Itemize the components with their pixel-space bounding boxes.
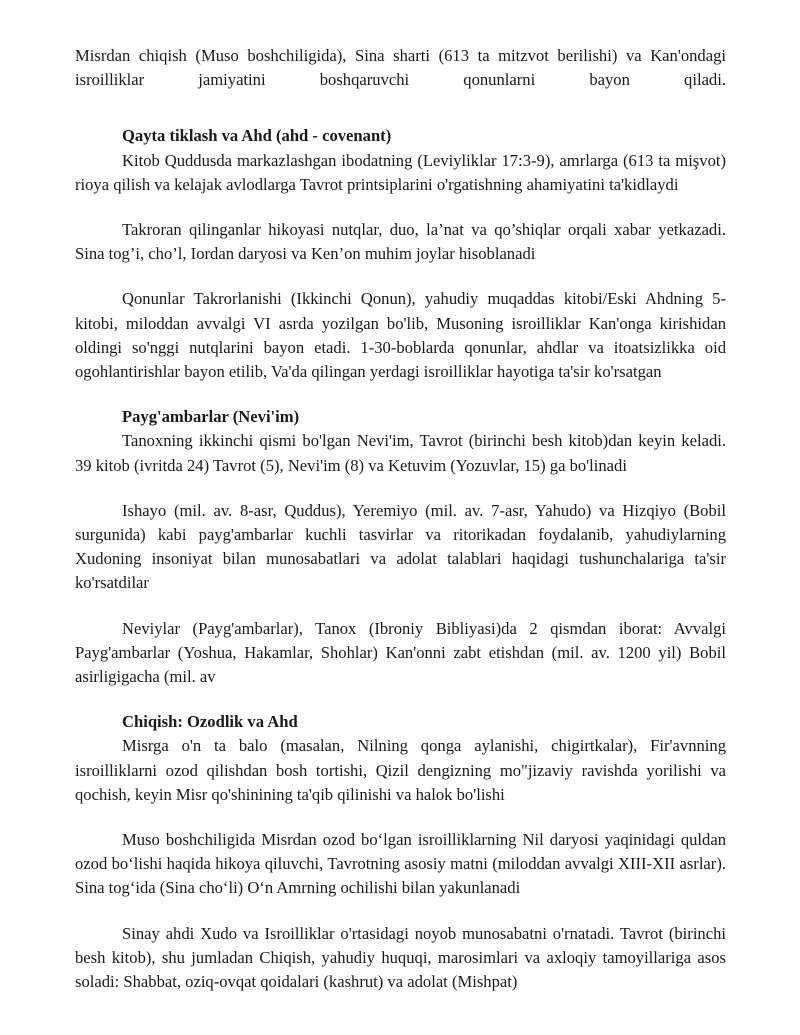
paragraph-misrga: Misrga o'n ta balo (masalan, Nilning qonga aylanishi, chigirtkalar), Fir'avnning isroilliklarni ozod qilishdan bosh tortishi, Qizil dengizning mo"jizaviy ravishda yorilishi va qochish, keyin Misr qo'shinining ta'qib qilinishi va halok bo'lishi: [75, 736, 726, 804]
intro-paragraph: Misrdan chiqish (Muso boshchiligida), Sina sharti (613 ta mitzvot berilishi) va Kan'ondagi isroilliklar jamiyatini boshqaruvchi qonunlarni bayon qiladi.: [75, 46, 726, 90]
heading-qayta-tiklash: Qayta tiklash va Ahd (ahd - covenant): [122, 126, 392, 146]
paragraph-neviylar: Neviylar (Payg'ambarlar), Tanox (Ibroniy Bibliyasi)da 2 qismdan iborat: Avvalgi Payg'ambarlar (Yoshua, Hakamlar, Shohlar) Kan'onni zabt etishdan (mil. av. 1200 yil) Bobil asirligigacha (mil. av: [75, 618, 726, 687]
heading-chiqish: Chiqish: Ozodlik va Ahd: [122, 712, 298, 732]
paragraph-sinay: Sinay ahdi Xudo va Isroilliklar o'rtasidagi noyob munosabatni o'rnatadi. Tavrot (birinchi besh kitob), shu jumladan Chiqish, yahudiy huquqi, marosimlari va axloqiy tamoyillariga asos soladi: Shabbat, oziq-ovqat qoidalari (kashrut) va adolat (Mishpat): [75, 923, 726, 992]
paragraph-ishayo: Ishayo (mil. av. 8-asr, Quddus), Yeremiyo (mil. av. 7-asr, Yahudo) va Hizqiyo (Bobil surgunida) kabi payg'ambarlar kuchli tasvirlar va ritorikadan foydalanib, yahudiylarning Xudoning insoniyat bilan munosabatlari va adolat talablari haqidagi tushunchalariga ta'sir ko'rsatdilar: [75, 500, 726, 593]
paragraph-kitob: Kitob Quddusda markazlashgan ibodatning (Leviyliklar 17:3-9), amrlarga (613 ta mişvot) rioya qilish va kelajak avlodlarga Tavrot printsiplarini o'rgatishning ahamiyatini ta'kidlaydi: [75, 150, 726, 194]
paragraph-takroran: Takroran qilinganlar hikoyasi nutqlar, duo, la’nat va qo’shiqlar orqali xabar yetkazadi. Sina tog’i, cho’l, Iordan daryosi va Ken’on muhim joylar hisoblanadi: [75, 220, 726, 264]
paragraph-qonunlar: Qonunlar Takrorlanishi (Ikkinchi Qonun), yahudiy muqaddas kitobi/Eski Ahdning 5-kitobi, miloddan avvalgi VI asrda yozilgan bo'lib, Musoning isroilliklar Kan'onga kirishidan oldingi so'nggi nutqlarini bayon etadi. 1-30-boblarda qonunlar, ahdlar va itoatsizlikka oid ogohlantirishlar bayon etilib, Va'da qilingan yerdagi isroilliklar hayotiga ta'sir ko'rsatgan: [75, 289, 726, 382]
document-page: [75, 44, 726, 994]
heading-paygambarlar: Payg'ambarlar (Nevi'im): [122, 407, 300, 427]
paragraph-tanoxning: Tanoxning ikkinchi qismi bo'lgan Nevi'im, Tavrot (birinchi besh kitob)dan keyin keladi. 39 kitob (ivritda 24) Tavrot (5), Nevi'im (8) va Ketuvim (Yozuvlar, 15) ga bo'linadi: [75, 431, 726, 475]
paragraph-muso: Muso boshchiligida Misrdan ozod bo‘lgan isroilliklarning Nil daryosi yaqinidagi quldan ozod bo‘lishi haqida hikoya qiluvchi, Tavrotning asosiy matni (miloddan avvalgi XIII-XII asrlar). Sina tog‘ida (Sina cho‘li) O‘n Amrning ochilishi bilan yakunlanadi: [75, 830, 726, 898]
